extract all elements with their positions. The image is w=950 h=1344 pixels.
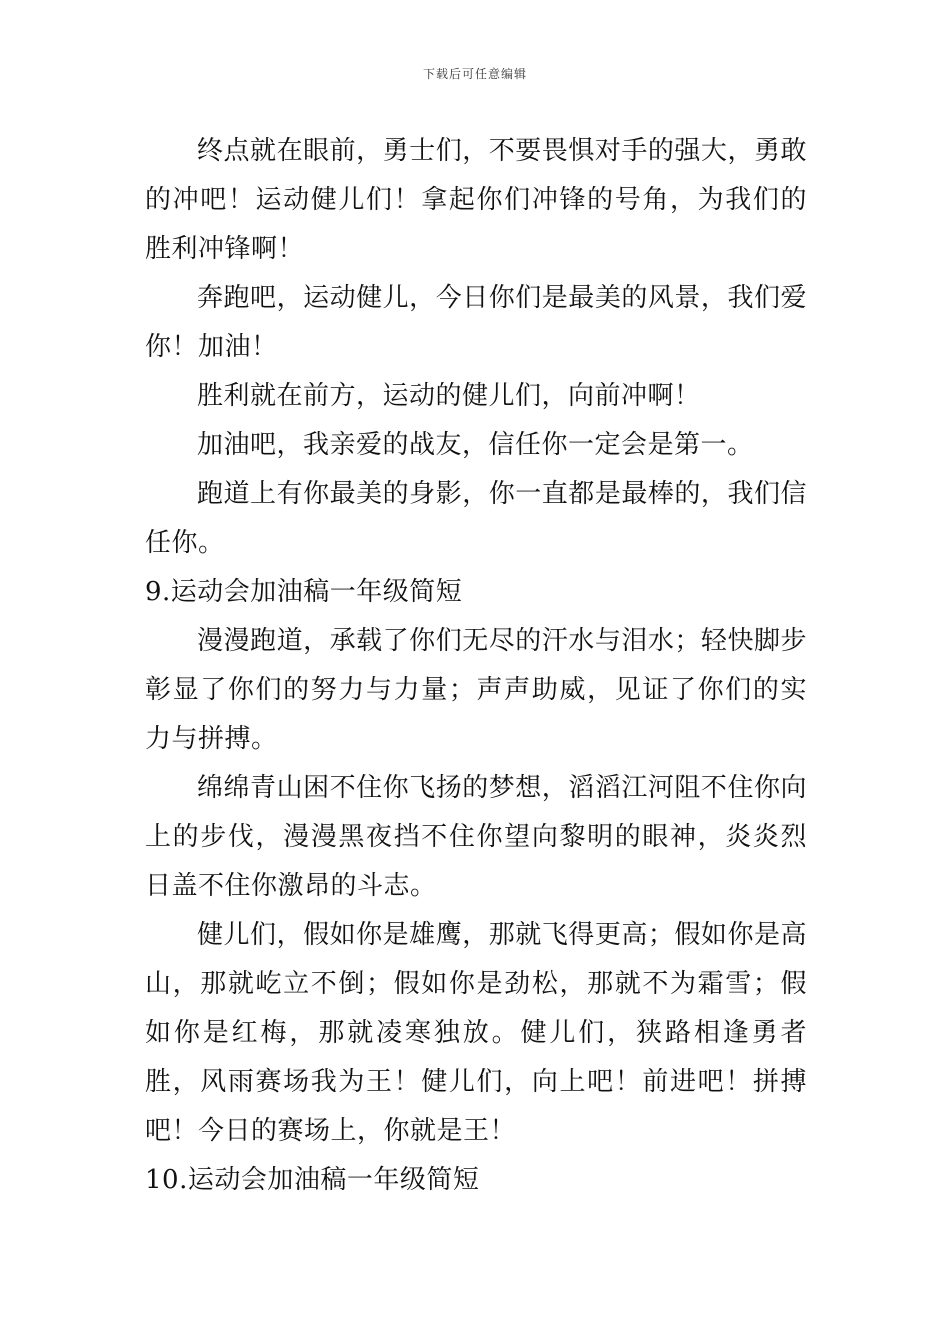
paragraph: 终点就在眼前，勇士们，不要畏惧对手的强大，勇敢的冲吧！运动健儿们！拿起你们冲锋的号角，为我们的胜利冲锋啊！ bbox=[145, 136, 807, 264]
paragraph: 跑道上有你最美的身影，你一直都是最棒的，我们信任你。 bbox=[145, 479, 807, 558]
section-heading: 9.运动会加油稿一年级简短 bbox=[145, 577, 463, 607]
page-header: 下载后可任意编辑 bbox=[422, 67, 527, 81]
document-body bbox=[145, 127, 807, 1205]
paragraph: 漫漫跑道，承载了你们无尽的汗水与泪水；轻快脚步彰显了你们的努力与力量；声声助威，见证了你们的实力与拼搏。 bbox=[145, 626, 807, 754]
paragraph: 健儿们，假如你是雄鹰，那就飞得更高；假如你是高山，那就屹立不倒；假如你是劲松，那就不为霜雪；假如你是红梅，那就凌寒独放。健儿们，狭路相逢勇者胜，风雨赛场我为王！健儿们，向上吧！前进吧！拼搏吧！今日的赛场上，你就是王！ bbox=[145, 920, 807, 1146]
paragraph: 加油吧，我亲爱的战友，信任你一定会是第一。 bbox=[197, 430, 754, 460]
paragraph: 胜利就在前方，运动的健儿们，向前冲啊！ bbox=[197, 381, 701, 411]
paragraph: 奔跑吧，运动健儿，今日你们是最美的风景，我们爱你！加油！ bbox=[145, 283, 807, 362]
paragraph: 绵绵青山困不住你飞扬的梦想，滔滔江河阻不住你向上的步伐，漫漫黑夜挡不住你望向黎明的眼神，炎炎烈日盖不住你激昂的斗志。 bbox=[145, 773, 807, 901]
section-heading: 10.运动会加油稿一年级简短 bbox=[145, 1165, 480, 1195]
